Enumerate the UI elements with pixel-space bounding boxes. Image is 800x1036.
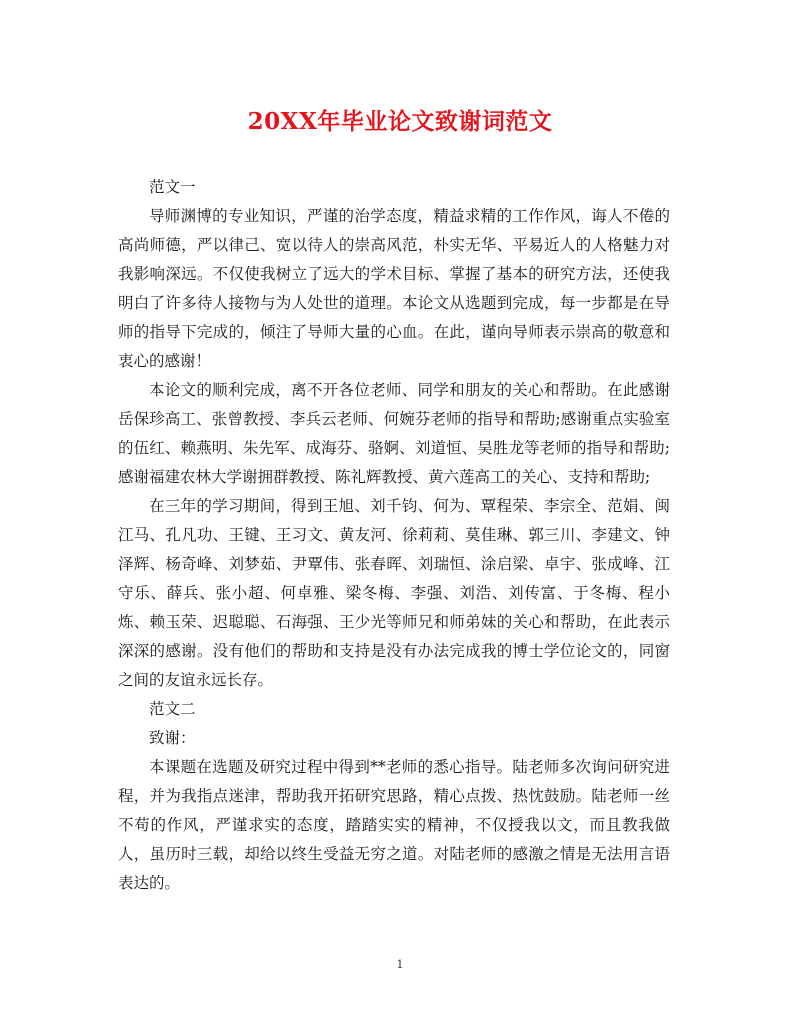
document-title: 20XX年毕业论文致谢词范文 <box>247 108 553 135</box>
page-number: 1 <box>396 958 404 971</box>
body-paragraph-1: 导师渊博的专业知识，严谨的治学态度，精益求精的工作作风，诲人不倦的高尚师德，严以律己、宽以待人的崇高风范，朴实无华、平易近人的人格魅力对我影响深远。不仅使我树立了远大的学术目标、掌握了基本的研究方法，还使我明白了许多待人接物与为人处世的道理。本论文从选题到完成，每一步都是在导师的指导下完成的，倾注了导师大量的心血。在此，谨向导师表示崇高的敬意和衷心的感谢！ <box>118 207 670 370</box>
section-heading-1: 范文一 <box>149 178 196 196</box>
body-paragraph-4: 本课题在选题及研究过程中得到**老师的悉心指导。陆老师多次询问研究进程，并为我指点迷津，帮助我开拓研究思路，精心点拨、热忱鼓励。陆老师一丝不苟的作风，严谨求实的态度，踏踏实实的精神，不仅授我以文，而且教我做人，虽历时三载，却给以终生受益无穷之道。对陆老师的感激之情是无法用言语表达的。 <box>118 758 670 892</box>
body-paragraph-3: 在三年的学习期间，得到王旭、刘千钧、何为、覃程荣、李宗全、范娟、闽江马、孔凡功、王键、王习文、黄友河、徐莉莉、莫佳琳、郭三川、李建文、钟泽辉、杨奇峰、刘梦茹、尹覃伟、张春晖、刘瑞恒、涂启梁、卓宇、张成峰、江守乐、薛兵、张小超、何卓雅、梁冬梅、李强、刘浩、刘传富、于冬梅、程小炼、赖玉荣、迟聪聪、石海强、王少光等师兄和师弟妹的关心和帮助，在此表示深深的感谢。没有他们的帮助和支持是没有办法完成我的博士学位论文的，同窗之间的友谊永远长存。 <box>118 497 670 689</box>
acknowledgement-label: 致谢： <box>149 729 196 747</box>
document-body <box>118 173 670 898</box>
body-paragraph-2: 本论文的顺利完成，离不开各位老师、同学和朋友的关心和帮助。在此感谢岳保珍高工、张曾教授、李兵云老师、何婉芬老师的指导和帮助;感谢重点实验室的伍红、赖燕明、朱先军、成海芬、骆婀、刘道恒、吴胜龙等老师的指导和帮助;感谢福建农林大学谢拥群教授、陈礼辉教授、黄六莲高工的关心、支持和帮助; <box>118 381 670 486</box>
section-heading-2: 范文二 <box>149 700 196 718</box>
